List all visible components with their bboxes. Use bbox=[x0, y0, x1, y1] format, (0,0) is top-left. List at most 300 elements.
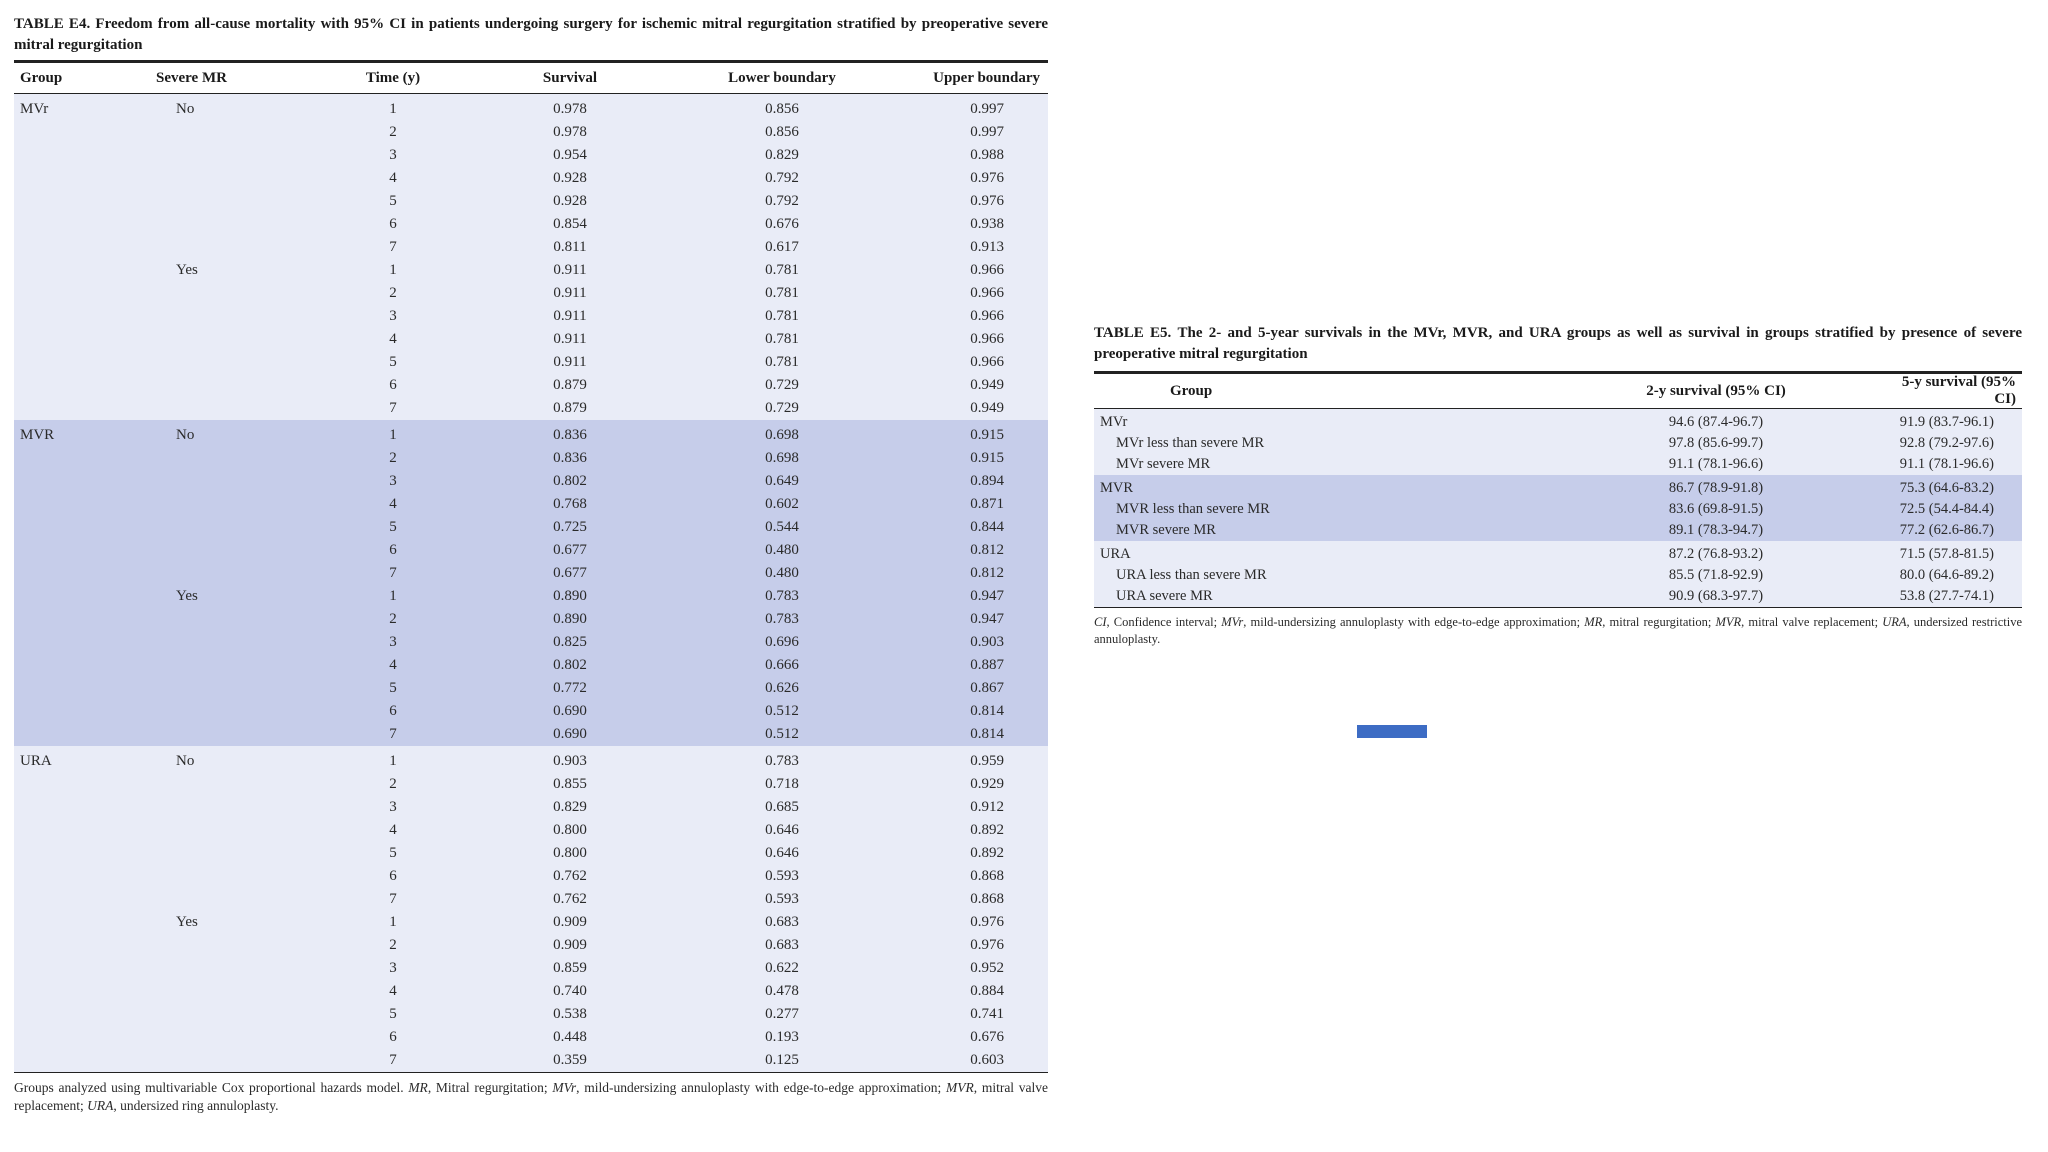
severe-mr-cell bbox=[146, 144, 312, 167]
lower-boundary-cell: 0.602 bbox=[666, 493, 898, 516]
severe-mr-cell bbox=[146, 700, 312, 723]
severe-mr-cell bbox=[146, 723, 312, 746]
table-row bbox=[1094, 433, 2022, 454]
severe-mr-cell bbox=[146, 236, 312, 259]
group-cell bbox=[14, 213, 146, 236]
severe-mr-cell: Yes bbox=[146, 585, 312, 608]
severe-mr-cell bbox=[146, 608, 312, 631]
lower-boundary-cell: 0.792 bbox=[666, 190, 898, 213]
time-cell: 1 bbox=[312, 259, 474, 282]
severe-mr-cell bbox=[146, 1003, 312, 1026]
time-cell: 1 bbox=[312, 911, 474, 934]
group-cell: MVr bbox=[14, 94, 146, 122]
lower-boundary-cell: 0.781 bbox=[666, 351, 898, 374]
lower-boundary-cell: 0.781 bbox=[666, 305, 898, 328]
table-row bbox=[14, 470, 1048, 493]
time-cell: 5 bbox=[312, 1003, 474, 1026]
group-cell bbox=[14, 654, 146, 677]
table-row bbox=[14, 328, 1048, 351]
table-row bbox=[14, 1026, 1048, 1049]
table-e5-caption bbox=[1094, 323, 2022, 365]
lower-boundary-cell: 0.622 bbox=[666, 957, 898, 980]
table-e4-caption bbox=[14, 14, 1048, 56]
upper-boundary-cell: 0.988 bbox=[898, 144, 1048, 167]
table-row bbox=[14, 723, 1048, 746]
two-year-survival-cell: 89.1 (78.3-94.7) bbox=[1476, 520, 1872, 541]
severe-mr-cell bbox=[146, 677, 312, 700]
upper-boundary-cell: 0.868 bbox=[898, 888, 1048, 911]
upper-boundary-cell: 0.915 bbox=[898, 447, 1048, 470]
table-row bbox=[14, 539, 1048, 562]
upper-boundary-cell: 0.997 bbox=[898, 121, 1048, 144]
group-cell bbox=[14, 493, 146, 516]
table-e4-body bbox=[14, 94, 1048, 1073]
time-cell: 2 bbox=[312, 608, 474, 631]
group-cell bbox=[14, 842, 146, 865]
lower-boundary-cell: 0.593 bbox=[666, 888, 898, 911]
group-cell: URA less than severe MR bbox=[1094, 565, 1476, 586]
header-lower-boundary: Lower boundary bbox=[666, 62, 898, 94]
group-cell bbox=[14, 980, 146, 1003]
table-row bbox=[14, 796, 1048, 819]
lower-boundary-cell: 0.829 bbox=[666, 144, 898, 167]
survival-cell: 0.911 bbox=[474, 305, 666, 328]
survival-cell: 0.928 bbox=[474, 167, 666, 190]
survival-cell: 0.890 bbox=[474, 608, 666, 631]
table-row bbox=[1094, 409, 2022, 434]
table-e5 bbox=[1094, 371, 2022, 608]
survival-cell: 0.954 bbox=[474, 144, 666, 167]
upper-boundary-cell: 0.867 bbox=[898, 677, 1048, 700]
severe-mr-cell bbox=[146, 447, 312, 470]
severe-mr-cell: Yes bbox=[146, 911, 312, 934]
two-year-survival-cell: 86.7 (78.9-91.8) bbox=[1476, 475, 1872, 499]
table-row bbox=[14, 608, 1048, 631]
group-cell bbox=[14, 562, 146, 585]
time-cell: 7 bbox=[312, 236, 474, 259]
table-e4-title: Freedom from all-cause mortality with 95% CI in patients undergoing surgery for ischemic mitral regurgitation stratified by preoperative severe mitral regurgitation bbox=[14, 16, 1048, 53]
table-e4-label: TABLE E4. bbox=[14, 16, 91, 32]
severe-mr-cell bbox=[146, 213, 312, 236]
group-cell bbox=[14, 934, 146, 957]
time-cell: 7 bbox=[312, 888, 474, 911]
survival-cell: 0.903 bbox=[474, 746, 666, 773]
group-cell bbox=[14, 677, 146, 700]
survival-cell: 0.859 bbox=[474, 957, 666, 980]
lower-boundary-cell: 0.544 bbox=[666, 516, 898, 539]
table-row bbox=[14, 305, 1048, 328]
severe-mr-cell bbox=[146, 631, 312, 654]
severe-mr-cell bbox=[146, 328, 312, 351]
survival-cell: 0.879 bbox=[474, 397, 666, 420]
upper-boundary-cell: 0.814 bbox=[898, 723, 1048, 746]
group-cell bbox=[14, 305, 146, 328]
group-cell bbox=[14, 259, 146, 282]
group-cell bbox=[14, 282, 146, 305]
group-cell bbox=[14, 773, 146, 796]
severe-mr-cell bbox=[146, 305, 312, 328]
two-year-survival-cell: 85.5 (71.8-92.9) bbox=[1476, 565, 1872, 586]
table-row bbox=[14, 631, 1048, 654]
time-cell: 4 bbox=[312, 167, 474, 190]
lower-boundary-cell: 0.512 bbox=[666, 723, 898, 746]
table-row bbox=[14, 420, 1048, 447]
time-cell: 3 bbox=[312, 796, 474, 819]
lower-boundary-cell: 0.792 bbox=[666, 167, 898, 190]
upper-boundary-cell: 0.812 bbox=[898, 562, 1048, 585]
survival-cell: 0.802 bbox=[474, 654, 666, 677]
survival-cell: 0.855 bbox=[474, 773, 666, 796]
table-row bbox=[14, 585, 1048, 608]
table-row bbox=[14, 700, 1048, 723]
survival-cell: 0.911 bbox=[474, 282, 666, 305]
time-cell: 2 bbox=[312, 447, 474, 470]
severe-mr-cell bbox=[146, 1049, 312, 1073]
survival-cell: 0.802 bbox=[474, 470, 666, 493]
upper-boundary-cell: 0.887 bbox=[898, 654, 1048, 677]
survival-cell: 0.768 bbox=[474, 493, 666, 516]
table-row bbox=[14, 1049, 1048, 1073]
table-row bbox=[14, 516, 1048, 539]
table-row bbox=[1094, 499, 2022, 520]
five-year-survival-cell: 72.5 (54.4-84.4) bbox=[1872, 499, 2022, 520]
table-row bbox=[14, 562, 1048, 585]
survival-cell: 0.811 bbox=[474, 236, 666, 259]
table-row bbox=[1094, 541, 2022, 565]
time-cell: 6 bbox=[312, 539, 474, 562]
table-row bbox=[1094, 454, 2022, 475]
time-cell: 4 bbox=[312, 328, 474, 351]
severe-mr-cell: No bbox=[146, 94, 312, 122]
time-cell: 2 bbox=[312, 282, 474, 305]
severe-mr-cell bbox=[146, 654, 312, 677]
table-e4-footnote: Groups analyzed using multivariable Cox proportional hazards model. MR, Mitral regurgitation; MVr, mild-undersizing annuloplasty with edge-to-edge approximation; MVR, mitral valve replacement; URA, undersized ring annuloplasty. bbox=[14, 1080, 1049, 1113]
group-cell: MVR severe MR bbox=[1094, 520, 1476, 541]
upper-boundary-cell: 0.903 bbox=[898, 631, 1048, 654]
severe-mr-cell bbox=[146, 190, 312, 213]
upper-boundary-cell: 0.913 bbox=[898, 236, 1048, 259]
group-cell bbox=[14, 374, 146, 397]
group-cell bbox=[14, 351, 146, 374]
lower-boundary-cell: 0.666 bbox=[666, 654, 898, 677]
survival-cell: 0.911 bbox=[474, 328, 666, 351]
upper-boundary-cell: 0.892 bbox=[898, 842, 1048, 865]
time-cell: 5 bbox=[312, 351, 474, 374]
lower-boundary-cell: 0.718 bbox=[666, 773, 898, 796]
two-year-survival-cell: 90.9 (68.3-97.7) bbox=[1476, 586, 1872, 608]
lower-boundary-cell: 0.685 bbox=[666, 796, 898, 819]
upper-boundary-cell: 0.871 bbox=[898, 493, 1048, 516]
five-year-survival-cell: 53.8 (27.7-74.1) bbox=[1872, 586, 2022, 608]
lower-boundary-cell: 0.781 bbox=[666, 328, 898, 351]
group-cell bbox=[14, 447, 146, 470]
upper-boundary-cell: 0.814 bbox=[898, 700, 1048, 723]
severe-mr-cell bbox=[146, 516, 312, 539]
upper-boundary-cell: 0.949 bbox=[898, 397, 1048, 420]
table-row bbox=[1094, 475, 2022, 499]
lower-boundary-cell: 0.729 bbox=[666, 374, 898, 397]
table-e4 bbox=[14, 60, 1048, 1073]
table-row bbox=[14, 654, 1048, 677]
survival-cell: 0.359 bbox=[474, 1049, 666, 1073]
severe-mr-cell bbox=[146, 934, 312, 957]
time-cell: 3 bbox=[312, 631, 474, 654]
severe-mr-cell bbox=[146, 562, 312, 585]
table-row bbox=[14, 677, 1048, 700]
lower-boundary-cell: 0.696 bbox=[666, 631, 898, 654]
lower-boundary-cell: 0.193 bbox=[666, 1026, 898, 1049]
survival-cell: 0.928 bbox=[474, 190, 666, 213]
severe-mr-cell bbox=[146, 819, 312, 842]
lower-boundary-cell: 0.683 bbox=[666, 934, 898, 957]
two-year-survival-cell: 87.2 (76.8-93.2) bbox=[1476, 541, 1872, 565]
upper-boundary-cell: 0.976 bbox=[898, 167, 1048, 190]
header-upper-boundary: Upper boundary bbox=[898, 62, 1048, 94]
time-cell: 6 bbox=[312, 213, 474, 236]
upper-boundary-cell: 0.966 bbox=[898, 282, 1048, 305]
two-year-survival-cell: 94.6 (87.4-96.7) bbox=[1476, 409, 1872, 434]
severe-mr-cell bbox=[146, 842, 312, 865]
survival-cell: 0.890 bbox=[474, 585, 666, 608]
upper-boundary-cell: 0.868 bbox=[898, 865, 1048, 888]
severe-mr-cell bbox=[146, 470, 312, 493]
severe-mr-cell bbox=[146, 957, 312, 980]
severe-mr-cell bbox=[146, 121, 312, 144]
time-cell: 7 bbox=[312, 1049, 474, 1073]
upper-boundary-cell: 0.949 bbox=[898, 374, 1048, 397]
table-e5-block bbox=[1094, 323, 2022, 648]
upper-boundary-cell: 0.812 bbox=[898, 539, 1048, 562]
time-cell: 3 bbox=[312, 470, 474, 493]
table-e5-footnote: CI, Confidence interval; MVr, mild-undersizing annuloplasty with edge-to-edge approximation; MR, mitral regurgitation; MVR, mitral valve replacement; URA, undersized restrictive annuloplasty. bbox=[1094, 615, 2022, 646]
group-cell: MVR bbox=[1094, 475, 1476, 499]
lower-boundary-cell: 0.512 bbox=[666, 700, 898, 723]
upper-boundary-cell: 0.676 bbox=[898, 1026, 1048, 1049]
table-row bbox=[14, 980, 1048, 1003]
time-cell: 4 bbox=[312, 980, 474, 1003]
survival-cell: 0.825 bbox=[474, 631, 666, 654]
survival-cell: 0.772 bbox=[474, 677, 666, 700]
severe-mr-cell bbox=[146, 980, 312, 1003]
table-row bbox=[14, 167, 1048, 190]
table-e4-header-row bbox=[14, 62, 1048, 94]
group-cell bbox=[14, 121, 146, 144]
group-cell bbox=[14, 167, 146, 190]
group-cell bbox=[14, 190, 146, 213]
table-e4-block bbox=[14, 14, 1048, 1115]
group-cell bbox=[14, 911, 146, 934]
five-year-survival-cell: 91.9 (83.7-96.1) bbox=[1872, 409, 2022, 434]
upper-boundary-cell: 0.947 bbox=[898, 608, 1048, 631]
table-row bbox=[14, 144, 1048, 167]
group-cell bbox=[14, 516, 146, 539]
group-cell bbox=[14, 470, 146, 493]
group-cell: MVR bbox=[14, 420, 146, 447]
lower-boundary-cell: 0.781 bbox=[666, 282, 898, 305]
survival-cell: 0.762 bbox=[474, 888, 666, 911]
five-year-survival-cell: 77.2 (62.6-86.7) bbox=[1872, 520, 2022, 541]
time-cell: 6 bbox=[312, 700, 474, 723]
upper-boundary-cell: 0.976 bbox=[898, 934, 1048, 957]
severe-mr-cell: No bbox=[146, 420, 312, 447]
time-cell: 6 bbox=[312, 1026, 474, 1049]
table-row bbox=[14, 259, 1048, 282]
table-row bbox=[14, 842, 1048, 865]
severe-mr-cell bbox=[146, 374, 312, 397]
time-cell: 3 bbox=[312, 957, 474, 980]
group-cell bbox=[14, 397, 146, 420]
upper-boundary-cell: 0.892 bbox=[898, 819, 1048, 842]
lower-boundary-cell: 0.626 bbox=[666, 677, 898, 700]
survival-cell: 0.911 bbox=[474, 351, 666, 374]
group-cell bbox=[14, 631, 146, 654]
survival-cell: 0.762 bbox=[474, 865, 666, 888]
five-year-survival-cell: 71.5 (57.8-81.5) bbox=[1872, 541, 2022, 565]
table-row bbox=[1094, 586, 2022, 608]
severe-mr-cell bbox=[146, 888, 312, 911]
table-row bbox=[14, 282, 1048, 305]
group-cell bbox=[14, 1026, 146, 1049]
table-row bbox=[14, 1003, 1048, 1026]
table-row bbox=[14, 236, 1048, 259]
survival-cell: 0.677 bbox=[474, 539, 666, 562]
survival-cell: 0.740 bbox=[474, 980, 666, 1003]
group-cell: MVr bbox=[1094, 409, 1476, 434]
time-cell: 6 bbox=[312, 374, 474, 397]
table-row bbox=[14, 746, 1048, 773]
upper-boundary-cell: 0.976 bbox=[898, 190, 1048, 213]
table-row bbox=[14, 374, 1048, 397]
time-cell: 2 bbox=[312, 934, 474, 957]
blue-highlight-bar bbox=[1357, 725, 1427, 738]
time-cell: 5 bbox=[312, 842, 474, 865]
table-row bbox=[14, 934, 1048, 957]
five-year-survival-cell: 92.8 (79.2-97.6) bbox=[1872, 433, 2022, 454]
survival-cell: 0.829 bbox=[474, 796, 666, 819]
upper-boundary-cell: 0.929 bbox=[898, 773, 1048, 796]
lower-boundary-cell: 0.617 bbox=[666, 236, 898, 259]
lower-boundary-cell: 0.480 bbox=[666, 539, 898, 562]
time-cell: 7 bbox=[312, 562, 474, 585]
group-cell: MVr less than severe MR bbox=[1094, 433, 1476, 454]
header-group: Group bbox=[1094, 373, 1476, 409]
survival-cell: 0.800 bbox=[474, 819, 666, 842]
upper-boundary-cell: 0.894 bbox=[898, 470, 1048, 493]
lower-boundary-cell: 0.781 bbox=[666, 259, 898, 282]
lower-boundary-cell: 0.683 bbox=[666, 911, 898, 934]
table-row bbox=[14, 397, 1048, 420]
time-cell: 7 bbox=[312, 723, 474, 746]
group-cell: MVR less than severe MR bbox=[1094, 499, 1476, 520]
group-cell bbox=[14, 1003, 146, 1026]
group-cell bbox=[14, 328, 146, 351]
group-cell: MVr severe MR bbox=[1094, 454, 1476, 475]
table-row bbox=[14, 94, 1048, 122]
group-cell bbox=[14, 700, 146, 723]
table-row bbox=[14, 773, 1048, 796]
upper-boundary-cell: 0.912 bbox=[898, 796, 1048, 819]
lower-boundary-cell: 0.856 bbox=[666, 121, 898, 144]
lower-boundary-cell: 0.729 bbox=[666, 397, 898, 420]
table-row bbox=[14, 493, 1048, 516]
lower-boundary-cell: 0.646 bbox=[666, 842, 898, 865]
severe-mr-cell: No bbox=[146, 746, 312, 773]
upper-boundary-cell: 0.997 bbox=[898, 94, 1048, 122]
survival-cell: 0.448 bbox=[474, 1026, 666, 1049]
table-row bbox=[14, 957, 1048, 980]
lower-boundary-cell: 0.478 bbox=[666, 980, 898, 1003]
severe-mr-cell bbox=[146, 1026, 312, 1049]
survival-cell: 0.879 bbox=[474, 374, 666, 397]
upper-boundary-cell: 0.959 bbox=[898, 746, 1048, 773]
survival-cell: 0.690 bbox=[474, 700, 666, 723]
survival-cell: 0.538 bbox=[474, 1003, 666, 1026]
table-row bbox=[14, 190, 1048, 213]
upper-boundary-cell: 0.844 bbox=[898, 516, 1048, 539]
time-cell: 1 bbox=[312, 94, 474, 122]
group-cell: URA bbox=[14, 746, 146, 773]
upper-boundary-cell: 0.966 bbox=[898, 259, 1048, 282]
survival-cell: 0.909 bbox=[474, 911, 666, 934]
two-year-survival-cell: 83.6 (69.8-91.5) bbox=[1476, 499, 1872, 520]
time-cell: 1 bbox=[312, 585, 474, 608]
severe-mr-cell bbox=[146, 282, 312, 305]
group-cell bbox=[14, 796, 146, 819]
lower-boundary-cell: 0.593 bbox=[666, 865, 898, 888]
group-cell bbox=[14, 819, 146, 842]
time-cell: 1 bbox=[312, 746, 474, 773]
group-cell bbox=[14, 608, 146, 631]
severe-mr-cell: Yes bbox=[146, 259, 312, 282]
group-cell bbox=[14, 723, 146, 746]
group-cell bbox=[14, 585, 146, 608]
lower-boundary-cell: 0.676 bbox=[666, 213, 898, 236]
table-e5-label: TABLE E5. bbox=[1094, 325, 1172, 341]
upper-boundary-cell: 0.966 bbox=[898, 305, 1048, 328]
severe-mr-cell bbox=[146, 796, 312, 819]
group-cell bbox=[14, 236, 146, 259]
survival-cell: 0.690 bbox=[474, 723, 666, 746]
time-cell: 3 bbox=[312, 305, 474, 328]
severe-mr-cell bbox=[146, 351, 312, 374]
group-cell bbox=[14, 539, 146, 562]
lower-boundary-cell: 0.783 bbox=[666, 608, 898, 631]
survival-cell: 0.978 bbox=[474, 121, 666, 144]
table-row bbox=[14, 911, 1048, 934]
five-year-survival-cell: 75.3 (64.6-83.2) bbox=[1872, 475, 2022, 499]
time-cell: 3 bbox=[312, 144, 474, 167]
header-time: Time (y) bbox=[312, 62, 474, 94]
table-row bbox=[1094, 565, 2022, 586]
time-cell: 4 bbox=[312, 819, 474, 842]
table-row bbox=[1094, 520, 2022, 541]
time-cell: 2 bbox=[312, 773, 474, 796]
lower-boundary-cell: 0.646 bbox=[666, 819, 898, 842]
group-cell bbox=[14, 957, 146, 980]
upper-boundary-cell: 0.915 bbox=[898, 420, 1048, 447]
header-5y-survival: 5-y survival (95% CI) bbox=[1872, 373, 2022, 409]
two-year-survival-cell: 91.1 (78.1-96.6) bbox=[1476, 454, 1872, 475]
time-cell: 4 bbox=[312, 493, 474, 516]
time-cell: 5 bbox=[312, 516, 474, 539]
upper-boundary-cell: 0.947 bbox=[898, 585, 1048, 608]
group-cell bbox=[14, 144, 146, 167]
survival-cell: 0.978 bbox=[474, 94, 666, 122]
severe-mr-cell bbox=[146, 397, 312, 420]
time-cell: 6 bbox=[312, 865, 474, 888]
table-e5-header-row bbox=[1094, 373, 2022, 409]
table-row bbox=[14, 351, 1048, 374]
